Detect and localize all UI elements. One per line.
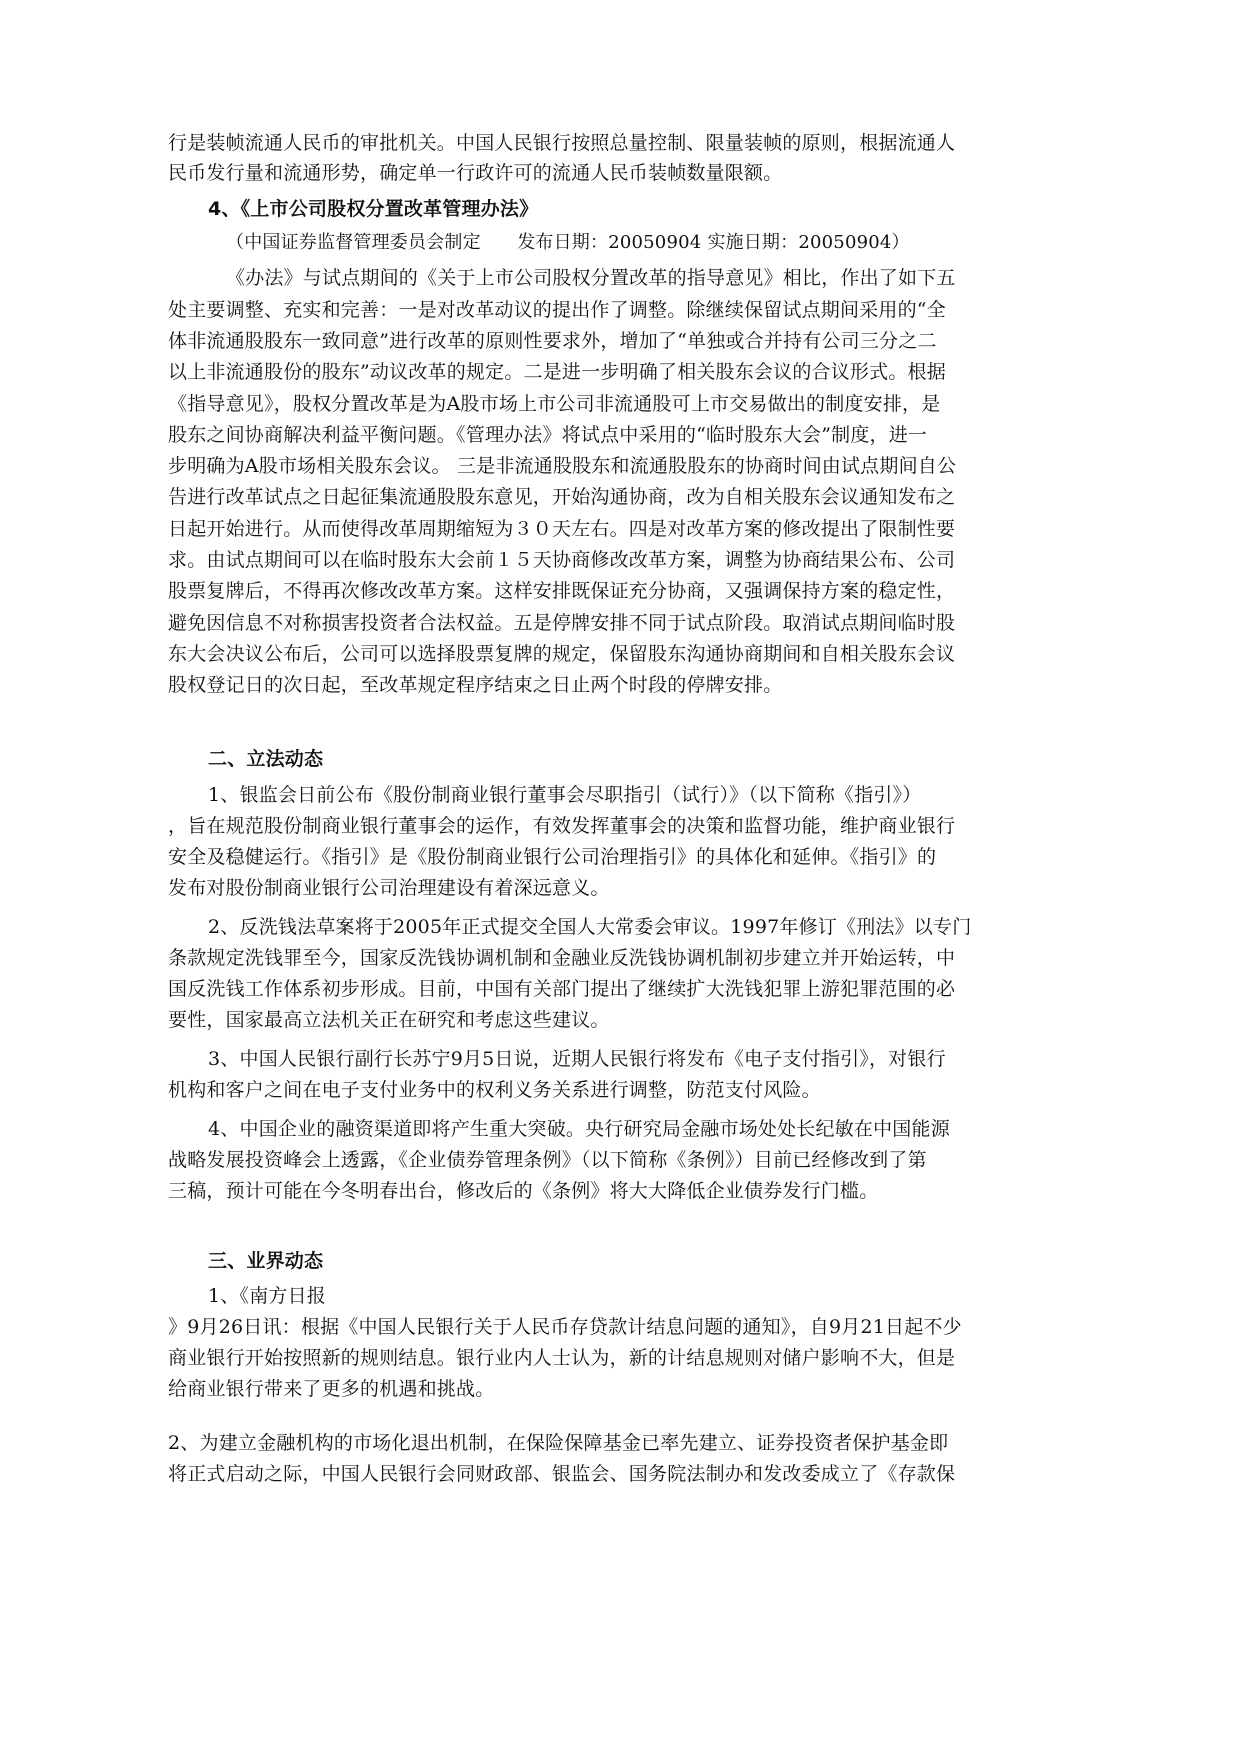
- paragraph-line: 以上非流通股份的股东”动议改革的规定。二是进一步明确了相关股东会议的合议形式。根据: [168, 361, 946, 383]
- section-heading: 4、《上市公司股权分置改革管理办法》: [208, 198, 539, 220]
- paragraph-line: 股东之间协商解决利益平衡问题。《管理办法》将试点中采用的“临时股东大会”制度，进一: [168, 424, 928, 446]
- paragraph-line: 避免因信息不对称损害投资者合法权益。五是停牌安排不同于试点阶段。取消试点期间临时股: [168, 612, 956, 634]
- section-heading: 二、立法动态: [208, 748, 324, 770]
- paragraph-line: 4、中国企业的融资渠道即将产生重大突破。央行研究局金融市场处处长纪敏在中国能源: [208, 1118, 950, 1140]
- paragraph-line: 行是装帧流通人民币的审批机关。中国人民银行按照总量控制、限量装帧的原则，根据流通人: [168, 132, 956, 154]
- paragraph-line: 机构和客户之间在电子支付业务中的权利义务关系进行调整，防范支付风险。: [168, 1079, 821, 1101]
- paragraph-line: 步明确为A股市场相关股东会议。 三是非流通股股东和流通股股东的协商时间由试点期间自公: [168, 455, 957, 477]
- paragraph-line: 股权登记日的次日起，至改革规定程序结束之日止两个时段的停牌安排。: [168, 674, 783, 696]
- paragraph-line: 2、反洗钱法草案将于2005年正式提交全国人大常委会审议。1997年修订《刑法》以专门: [208, 916, 972, 938]
- paragraph-line: 《办法》与试点期间的《关于上市公司股权分置改革的指导意见》相比，作出了如下五: [226, 267, 956, 289]
- paragraph-line: 求。由试点期间可以在临时股东大会前１５天协商修改改革方案，调整为协商结果公布、公司: [168, 549, 956, 571]
- paragraph-line: 处主要调整、充实和完善：一是对改革动议的提出作了调整。除继续保留试点期间采用的“全: [168, 299, 946, 321]
- paragraph-line: 民币发行量和流通形势，确定单一行政许可的流通人民币装帧数量限额。: [168, 162, 783, 184]
- paragraph-line: 1、银监会日前公布《股份制商业银行董事会尽职指引（试行）》（以下简称《指引》）: [208, 784, 922, 806]
- section-heading: 三、业界动态: [208, 1250, 324, 1272]
- paragraph-line: 给商业银行带来了更多的机遇和挑战。: [168, 1378, 495, 1400]
- paragraph-line: 》9月26日讯：根据《中国人民银行关于人民币存贷款计结息问题的通知》，自9月21日起不少: [168, 1316, 962, 1338]
- paragraph-line: 国反洗钱工作体系初步形成。目前，中国有关部门提出了继续扩大洗钱犯罪上游犯罪范围的必: [168, 978, 956, 1000]
- paragraph-line: ，旨在规范股份制商业银行董事会的运作，有效发挥董事会的决策和监督功能，维护商业银行: [168, 815, 956, 837]
- paragraph-line: 3、中国人民银行副行长苏宁9月5日说，近期人民银行将发布《电子支付指引》，对银行: [208, 1048, 946, 1070]
- paragraph-line: 体非流通股股东一致同意”进行改革的原则性要求外，增加了“单独或合并持有公司三分之二: [168, 330, 937, 352]
- paragraph-line: 战略发展投资峰会上透露，《企业债券管理条例》（以下简称《条例》）目前已经修改到了第: [168, 1149, 927, 1171]
- paragraph-line: 东大会决议公布后，公司可以选择股票复牌的规定，保留股东沟通协商期间和自相关股东会议: [168, 643, 956, 665]
- paragraph-line: 2、为建立金融机构的市场化退出机制，在保险保障基金已率先建立、证券投资者保护基金即: [168, 1432, 949, 1454]
- paragraph-line: 1、《南方日报: [208, 1285, 326, 1307]
- paragraph-line: 条款规定洗钱罪至今，国家反洗钱协调机制和金融业反洗钱协调机制初步建立并开始运转，中: [168, 947, 956, 969]
- publication-info: （中国证券监督管理委员会制定 发布日期：20050904 实施日期：20050904）: [226, 232, 910, 253]
- paragraph-line: 要性，国家最高立法机关正在研究和考虑这些建议。: [168, 1009, 610, 1031]
- paragraph-line: 三稿，预计可能在今冬明春出台，修改后的《条例》将大大降低企业债券发行门槛。: [168, 1180, 879, 1202]
- paragraph-line: 商业银行开始按照新的规则结息。银行业内人士认为，新的计结息规则对储户影响不大，但是: [168, 1347, 956, 1369]
- paragraph-line: 将正式启动之际，中国人民银行会同财政部、银监会、国务院法制办和发改委成立了《存款保: [168, 1463, 956, 1485]
- paragraph-line: 安全及稳健运行。《指引》是《股份制商业银行公司治理指引》的具体化和延伸。《指引》的: [168, 846, 937, 868]
- paragraph-line: 发布对股份制商业银行公司治理建设有着深远意义。: [168, 877, 610, 899]
- paragraph-line: 告进行改革试点之日起征集流通股股东意见，开始沟通协商，改为自相关股东会议通知发布之: [168, 486, 956, 508]
- paragraph-line: 日起开始进行。从而使得改革周期缩短为３０天左右。四是对改革方案的修改提出了限制性要: [168, 518, 956, 540]
- paragraph-line: 股票复牌后，不得再次修改改革方案。这样安排既保证充分协商，又强调保持方案的稳定性，: [168, 580, 956, 602]
- paragraph-line: 《指导意见》，股权分置改革是为A股市场上市公司非流通股可上市交易做出的制度安排，是: [168, 393, 941, 415]
